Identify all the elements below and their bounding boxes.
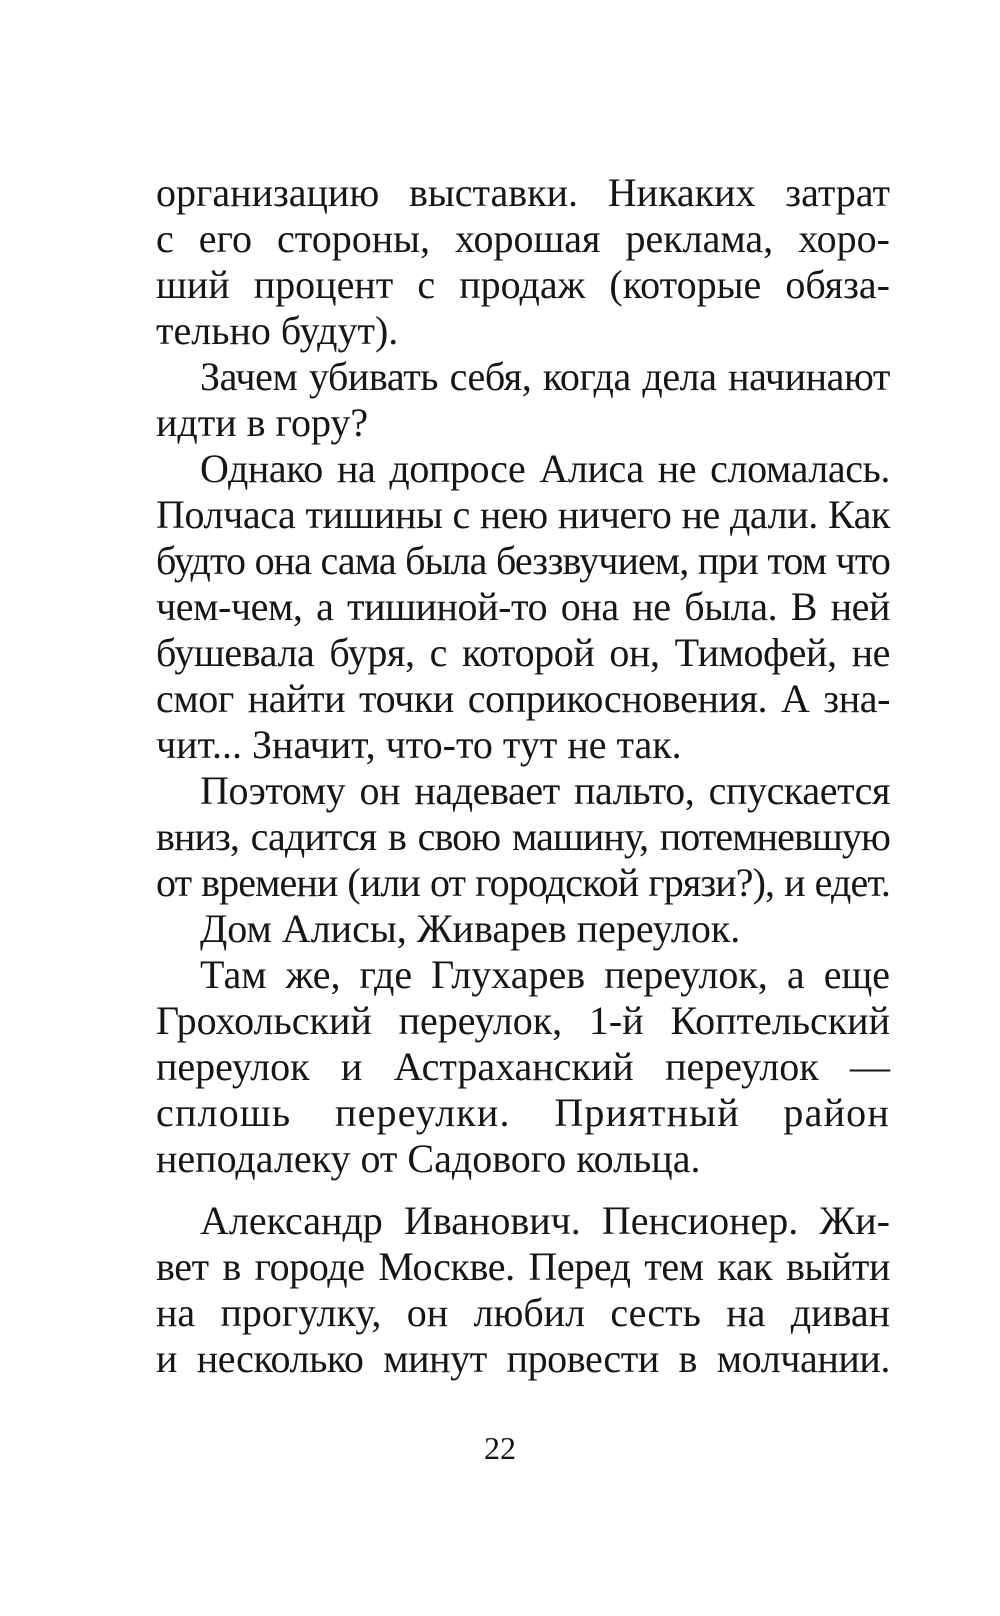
text-line: Грохольский переулок, 1-й Коптельский xyxy=(156,998,890,1043)
text-line: чит... Значит, что-то тут не так. xyxy=(156,722,682,767)
text-line: идти в гору? xyxy=(156,400,369,445)
text-line: ший процент с продаж (которые обяза- xyxy=(156,262,890,307)
text-line: переулок и Астраханский переулок — xyxy=(156,1044,890,1089)
text-block-main xyxy=(156,170,890,1182)
text-line: неподалеку от Садового кольца. xyxy=(156,1136,701,1181)
text-line: Поэтому он надевает пальто, спускается xyxy=(200,768,890,813)
text-line: Дом Алисы, Живарев переулок. xyxy=(200,906,741,951)
text-line: Там же, где Глухарев переулок, а еще xyxy=(200,952,890,997)
text-line: вет в городе Москве. Перед тем как выйти xyxy=(156,1244,890,1289)
text-line: и несколько минут провести в молчании. xyxy=(156,1336,890,1381)
text-line: организацию выставки. Никаких затрат xyxy=(156,170,890,215)
page-number: 22 xyxy=(484,1430,516,1466)
text-line: сплошь переулки. Приятный район xyxy=(156,1090,890,1135)
text-line: Однако на допросе Алиса не сломалась. xyxy=(200,446,890,491)
text-line: будто она сама была беззвучием, при том что xyxy=(156,538,890,583)
text-line: с его стороны, хорошая реклама, хоро- xyxy=(156,216,890,261)
text-line: чем-чем, а тишиной-то она не была. В ней xyxy=(156,584,890,629)
text-line: тельно будут). xyxy=(156,308,399,353)
text-line: от времени (или от городской грязи?), и едет. xyxy=(156,860,890,905)
text-line: Полчаса тишины с нею ничего не дали. Как xyxy=(156,492,890,537)
text-line: Зачем убивать себя, когда дела начинают xyxy=(200,354,890,399)
text-line: смог найти точки соприкосновения. А зна- xyxy=(156,676,890,721)
text-block-second xyxy=(156,1198,890,1382)
text-line: на прогулку, он любил сесть на диван xyxy=(156,1290,890,1335)
text-line: Александр Иванович. Пенсионер. Жи- xyxy=(200,1198,890,1243)
text-line: бушевала буря, с которой он, Тимофей, не xyxy=(156,630,890,675)
text-line: вниз, садится в свою машину, потемневшую xyxy=(156,814,890,859)
